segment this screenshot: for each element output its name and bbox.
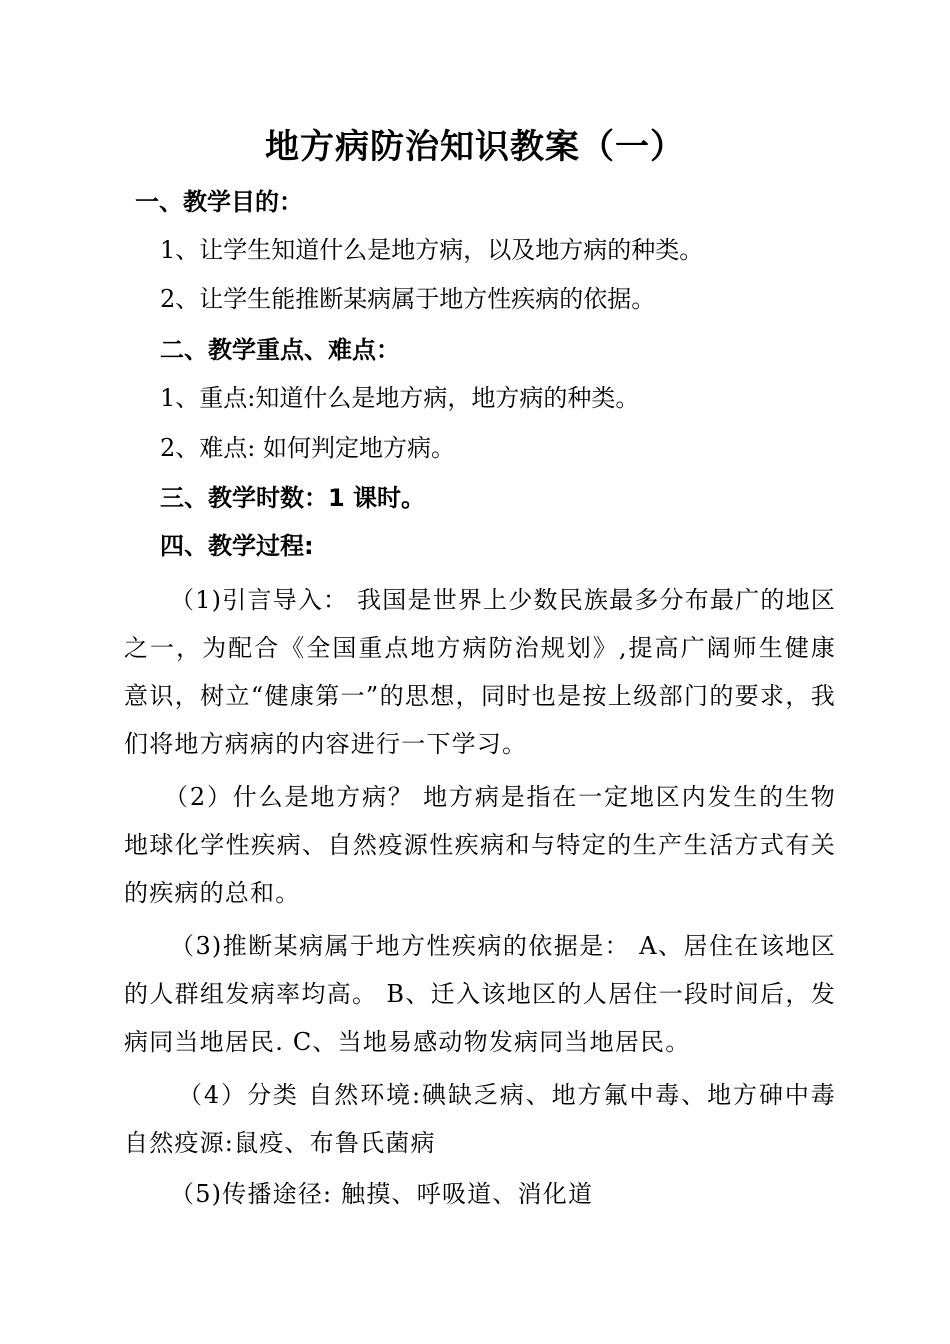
process-paragraph-4: （4）分类 自然环境:碘缺乏病、地方氟中毒、地方砷中毒自然疫源:鼠疫、布鲁氏菌病	[124, 1081, 836, 1157]
section-heading-hours: 三、教学时数：1 课时。	[160, 484, 426, 512]
key-point-item-1: 1、重点:知道什么是地方病，地方病的种类。	[160, 384, 640, 412]
section-heading-process: 四、教学过程:	[160, 532, 314, 560]
process-paragraph-5: （5)传播途径: 触摸、呼吸道、消化道	[170, 1180, 594, 1208]
key-point-item-2: 2、难点: 如何判定地方病。	[160, 434, 455, 462]
section-heading-key-points: 二、教学重点、难点：	[160, 336, 400, 364]
process-paragraph-3: （3)推断某病属于地方性疾病的依据是： A、居住在该地区的人群组发病率均高。 B、迁入该地区的人居住一段时间后，发病同当地居民. C、当地易感动物发病同当地居民。	[124, 932, 836, 1056]
objective-item-1: 1、让学生知道什么是地方病，以及地方病的种类。	[160, 236, 704, 264]
section-heading-objectives: 一、教学目的：	[135, 188, 303, 216]
process-paragraph-2: （2）什么是地方病？ 地方病是指在一定地区内发生的生物地球化学性疾病、自然疫源性疾病和与特定的生产生活方式有关的疾病的总和。	[124, 783, 836, 907]
document-title: 地方病防治知识教案（一）	[265, 127, 685, 167]
objective-item-2: 2、让学生能推断某病属于地方性疾病的依据。	[160, 285, 656, 313]
process-paragraph-1: （1)引言导入： 我国是世界上少数民族最多分布最广的地区之一，为配合《全国重点地方病防治规划》,提高广阔师生健康意识，树立“健康第一”的思想，同时也是按上级部门的要求，我们将地方病病的内容进行一下学习。	[124, 586, 836, 758]
